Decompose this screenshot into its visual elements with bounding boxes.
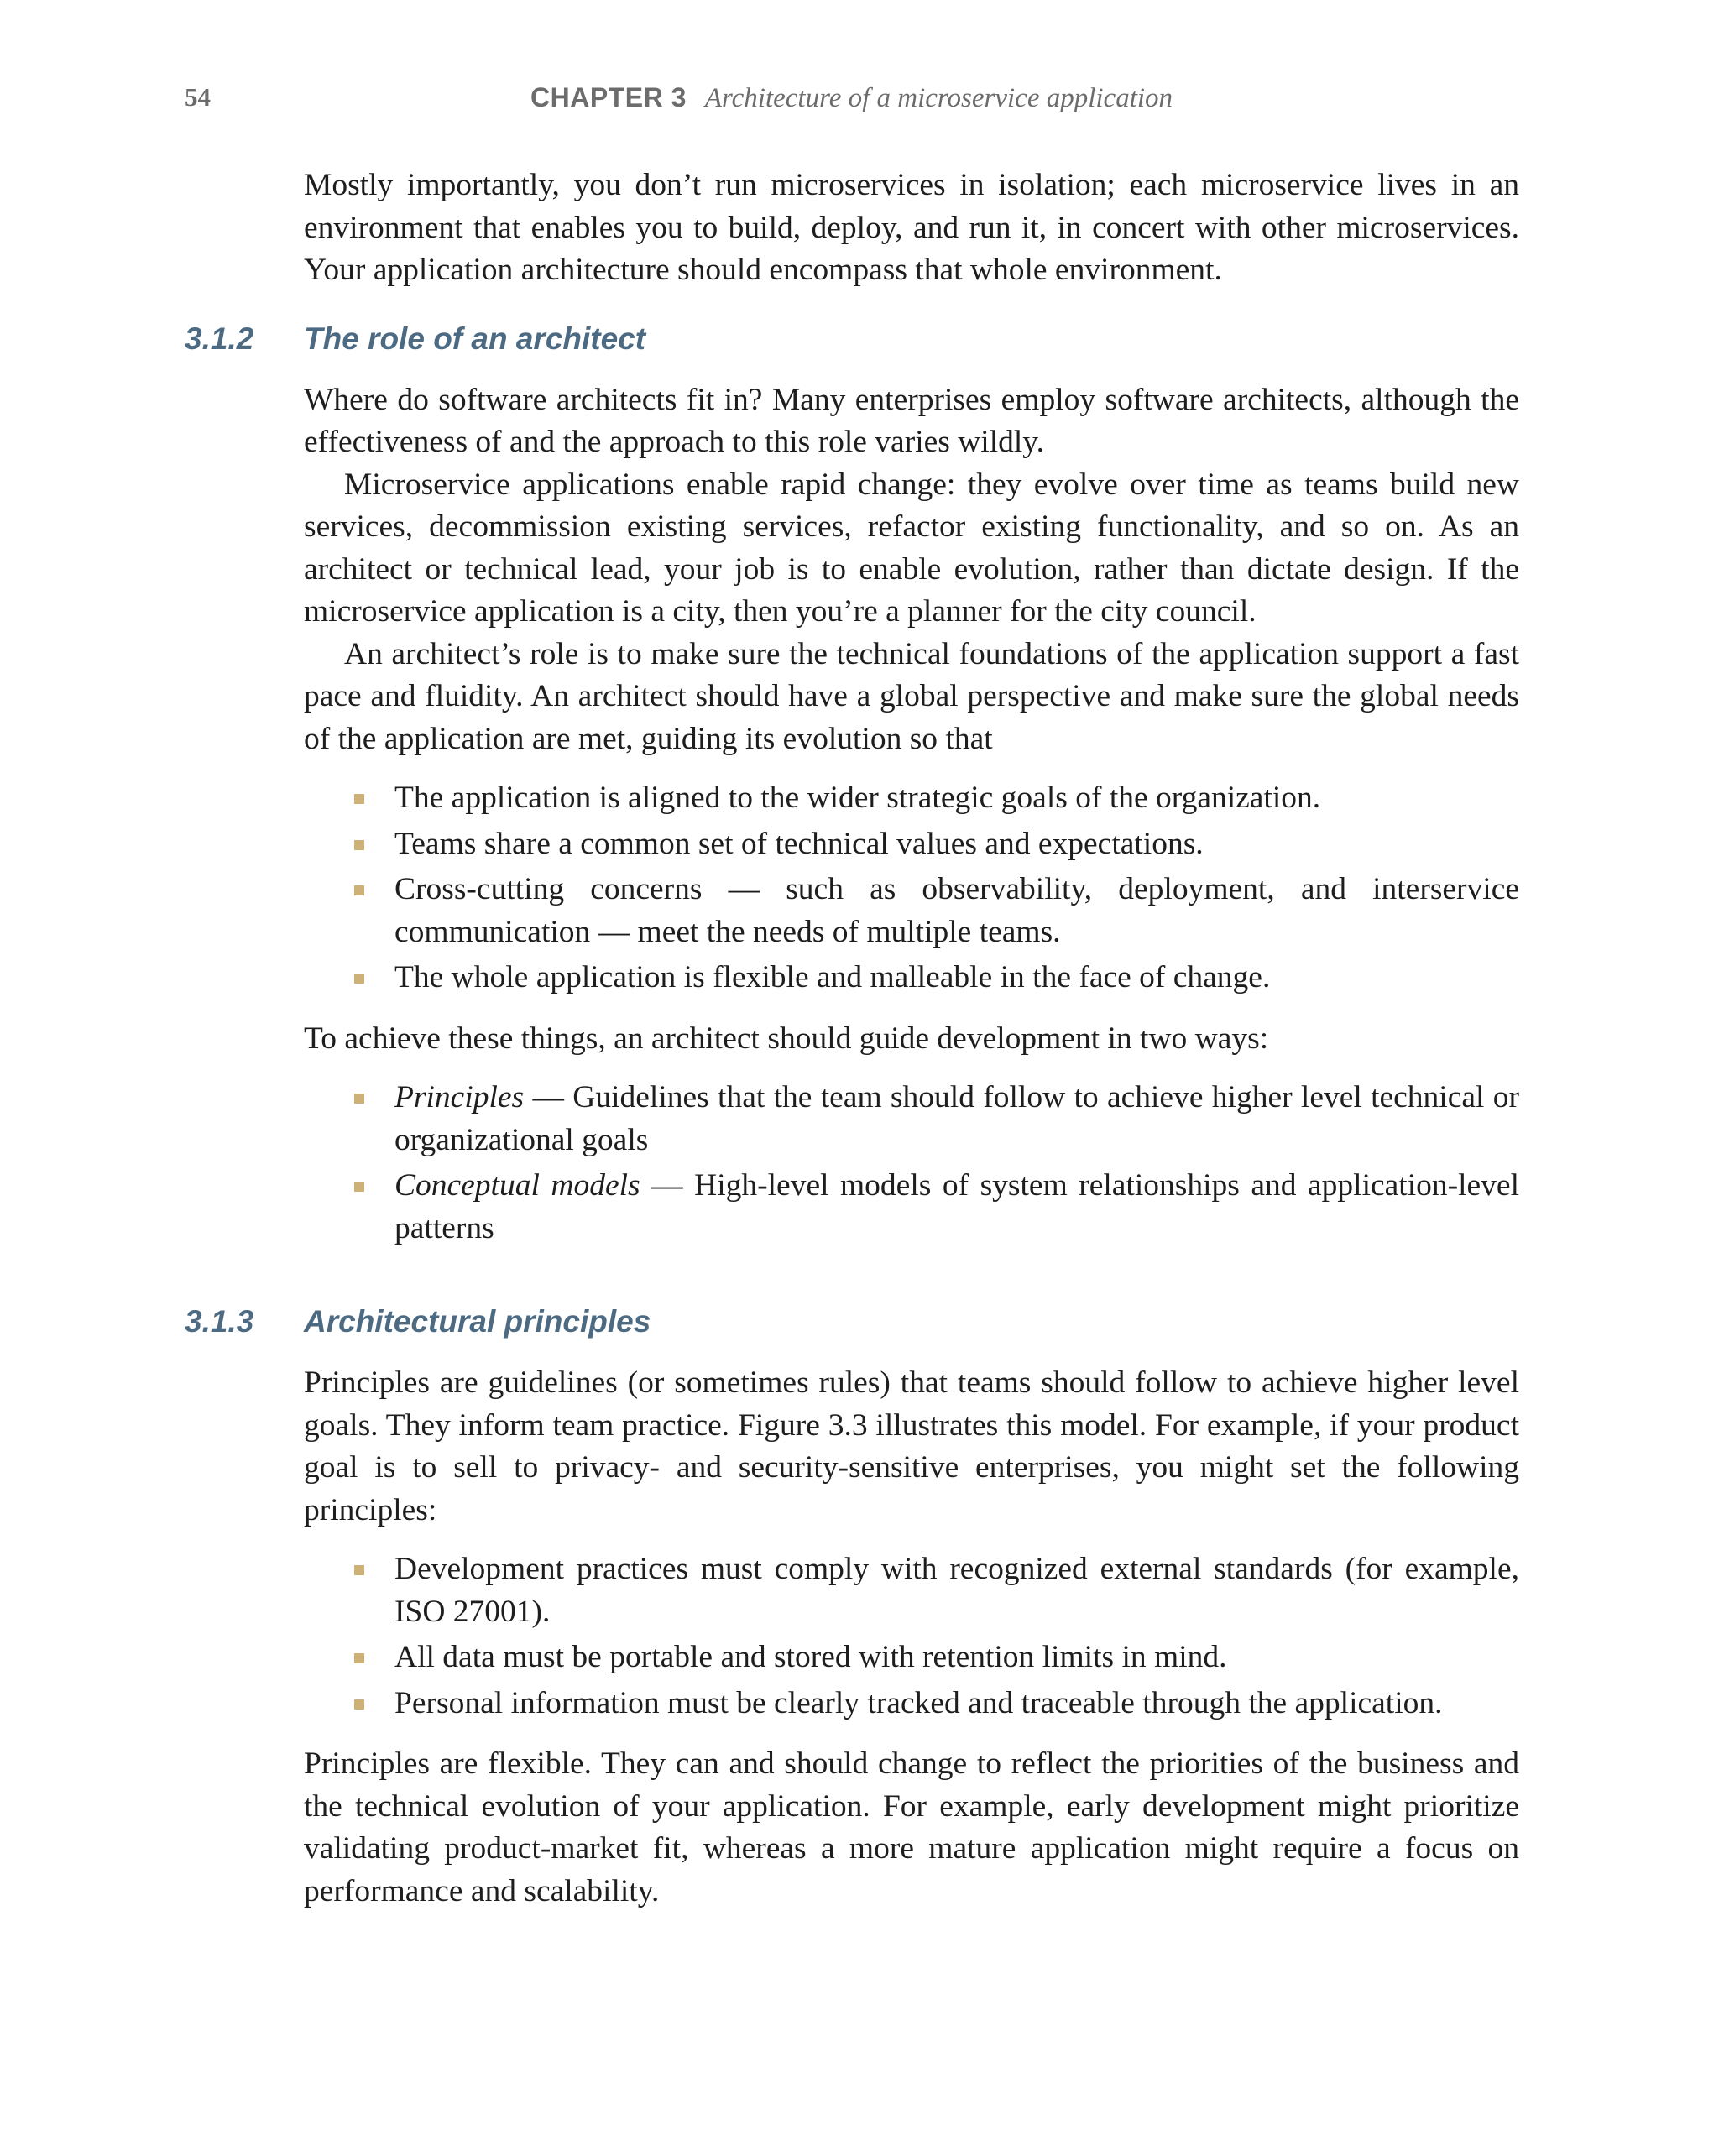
- square-bullet-icon: [354, 840, 364, 850]
- section-heading-3-1-2: [185, 317, 1519, 361]
- goals-list: [304, 777, 1519, 1000]
- principles-list: [304, 1548, 1519, 1725]
- list-item: Teams share a common set of technical values and expectations.: [394, 823, 1519, 866]
- list-item: Principles — Guidelines that the team should follow to achieve higher level technical or organizational goals: [394, 1077, 1519, 1162]
- square-bullet-icon: [354, 885, 364, 895]
- running-head: [530, 82, 1173, 114]
- paragraph: Principles are flexible. They can and should change to reflect the priorities of the business and the technical evolution of your application. For example, early development might prioritize validating product-market fit, whereas a more mature application might require a focus on performance and scalability.: [304, 1746, 1519, 1908]
- square-bullet-icon: [354, 974, 364, 984]
- list-item: The whole application is flexible and malleable in the face of change.: [394, 957, 1519, 1000]
- term: Conceptual models: [394, 1168, 640, 1203]
- section-title: The role of an architect: [304, 321, 646, 356]
- intro-paragraph: Mostly importantly, you don’t run microservices in isolation; each microservice lives in an environment that enables you to build, deploy, and run it, in concert with other microservices. Your application architecture should encompass that whole environment.: [304, 168, 1519, 287]
- guidance-list: [304, 1077, 1519, 1250]
- paragraph: Where do software architects fit in? Many enterprises employ software architects, although the effectiveness of and the approach to this role varies wildly.: [304, 382, 1519, 459]
- paragraph: Microservice applications enable rapid change: they evolve over time as teams build new services, decommission existing services, refactor existing functionality, and so on. As an architect or technical lead, your job is to enable evolution, rather than dictate design. If the microservice application is a city, then you’re a planner for the city council.: [304, 467, 1519, 629]
- page-body: [185, 164, 1519, 1913]
- term: Principles: [394, 1080, 525, 1115]
- section-heading-3-1-3: [185, 1300, 1519, 1344]
- square-bullet-icon: [354, 1653, 364, 1663]
- list-item: Personal information must be clearly tracked and traceable through the application.: [394, 1683, 1519, 1725]
- list-item: All data must be portable and stored with retention limits in mind.: [394, 1637, 1519, 1679]
- chapter-title: Architecture of a microservice application: [704, 83, 1173, 113]
- section-title: Architectural principles: [304, 1304, 651, 1339]
- square-bullet-icon: [354, 1094, 364, 1104]
- section-number: 3.1.3: [185, 1304, 254, 1339]
- paragraph: An architect’s role is to make sure the technical foundations of the application support a fast pace and fluidity. An architect should have a global perspective and make sure the global needs of the application are met, guiding its evolution so that: [304, 636, 1519, 756]
- square-bullet-icon: [354, 1182, 364, 1192]
- paragraph: Principles are guidelines (or sometimes rules) that teams should follow to achieve higher level goals. They inform team practice. Figure 3.3 illustrates this model. For example, if your product goal is to sell to privacy- and security-sensitive enterprises, you might set the following principles:: [304, 1365, 1519, 1527]
- page-number: 54: [185, 82, 211, 112]
- list-item: Cross-cutting concerns — such as observability, deployment, and interservice communication — meet the needs of multiple teams.: [394, 869, 1519, 953]
- square-bullet-icon: [354, 794, 364, 804]
- list-item: Development practices must comply with recognized external standards (for example, ISO 27001).: [394, 1548, 1519, 1633]
- running-header: [0, 82, 1719, 119]
- section-number: 3.1.2: [185, 321, 254, 356]
- list-item: Conceptual models — High-level models of system relationships and application-level patterns: [394, 1165, 1519, 1250]
- paragraph: To achieve these things, an architect should guide development in two ways:: [304, 1021, 1269, 1056]
- square-bullet-icon: [354, 1699, 364, 1710]
- square-bullet-icon: [354, 1565, 364, 1575]
- list-item: The application is aligned to the wider strategic goals of the organization.: [394, 777, 1519, 820]
- chapter-label: CHAPTER 3: [530, 82, 687, 112]
